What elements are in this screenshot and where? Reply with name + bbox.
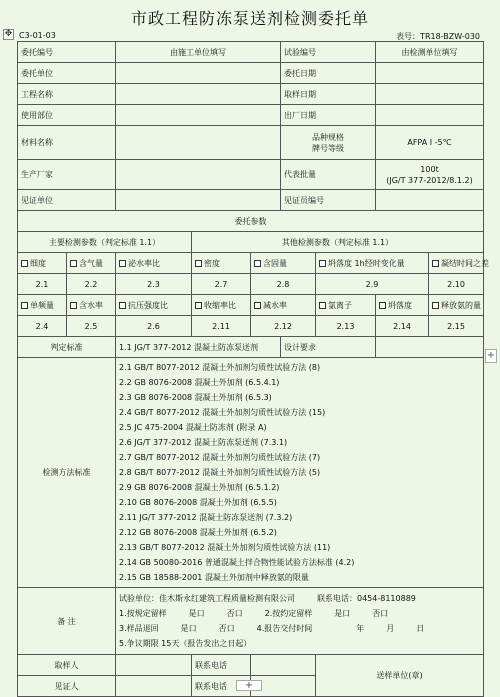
checkbox-icon [21,260,28,267]
batch-value-line-2: (JG/T 377-2012/8.1.2) [386,175,473,185]
param-label: 细度 [30,258,46,268]
param-code: 2.13 [316,316,376,337]
param-label: 含水率 [79,300,103,310]
witness-phone-label: 联系电话 [192,676,251,697]
param-density-checkbox[interactable] [192,253,251,274]
entrust-no-value[interactable]: 由施工单位填写 [116,42,281,63]
checkbox-icon [432,260,439,267]
test-unit-text: 试验单位：佳木斯永红建筑工程质量检测有限公司 [119,594,295,603]
entrust-no-label: 委托编号 [18,42,116,63]
remarks-line-3 [119,621,480,636]
use-part-field[interactable] [116,105,281,126]
entrust-form-table [17,41,489,697]
no-checkbox[interactable]: 否口 [218,624,235,633]
param-air-content-checkbox[interactable] [67,253,116,274]
checkbox-icon [119,260,126,267]
use-part-label: 使用部位 [18,105,116,126]
method-item: 2.7 GB/T 8077-2012 混凝土外加剂匀质性试验方法 (7) [119,453,321,462]
witness-unit-label: 见证单位 [18,190,116,211]
param-label: 收缩率比 [204,300,236,310]
spec-label [281,126,376,160]
checkbox-icon [21,302,28,309]
param-code: 2.12 [251,316,316,337]
methods-label: 检测方法标准 [18,358,116,588]
checkbox-icon [195,260,202,267]
no-checkbox[interactable]: 否口 [372,609,389,618]
param-code: 2.8 [251,274,316,295]
batch-value-line-1: 100t [420,164,439,174]
param-ammonia-checkbox[interactable] [429,295,484,316]
witness-field[interactable] [116,676,192,697]
remarks-line-2 [119,606,480,621]
witness-unit-field[interactable] [116,190,281,211]
project-name-label: 工程名称 [18,84,116,105]
sampler-label: 取样人 [18,655,116,676]
checkbox-icon [195,302,202,309]
param-slump-checkbox[interactable] [376,295,429,316]
param-code: 2.15 [429,316,484,337]
method-item: 2.14 GB 50080-2016 普通混凝土拌合物性能试验方法标准 (4.2) [119,558,355,567]
param-code: 2.11 [192,316,251,337]
checkbox-icon [379,302,386,309]
checkbox-icon [119,302,126,309]
design-req-field[interactable] [376,337,484,358]
judge-label: 判定标准 [18,337,116,358]
param-setting-time-checkbox[interactable] [429,253,489,274]
param-label: 减水率 [263,300,287,310]
param-solid-content-checkbox[interactable] [251,253,316,274]
spec-label-line-1: 品种规格 [312,132,344,142]
remarks-line-1 [119,591,480,606]
method-item: 2.11 JG/T 377-2012 混凝土防冻泵送剂 (7.3.2) [119,513,293,522]
param-compressive-ratio-checkbox[interactable] [116,295,192,316]
param-code: 2.7 [192,274,251,295]
checkbox-icon [254,302,261,309]
entrust-date-label: 委托日期 [281,63,376,84]
param-label: 释放氨的量 [441,300,481,310]
param-code: 2.4 [18,316,67,337]
methods-list [116,358,484,588]
factory-date-label: 出厂日期 [281,105,376,126]
entrust-unit-label: 委托单位 [18,63,116,84]
method-item: 2.13 GB/T 8077-2012 混凝土外加剂匀质性试验方法 (11) [119,543,331,552]
judge-value: 1.1 JG/T 377-2012 混凝土防冻泵送剂 [116,337,281,358]
month-text: 月 [386,624,395,633]
yes-checkbox[interactable]: 是口 [180,624,197,633]
batch-value[interactable] [376,160,484,190]
method-item: 2.9 GB 8076-2008 混凝土外加剂 (6.5.1.2) [119,483,280,492]
param-code: 2.10 [429,274,484,295]
material-name-field[interactable] [116,126,281,160]
param-fineness-checkbox[interactable] [18,253,67,274]
option-keep-sample: 1.按规定留样 [119,609,167,618]
method-item: 2.1 GB/T 8077-2012 混凝土外加剂匀质性试验方法 (8) [119,363,321,372]
param-code: 2.3 [116,274,192,295]
checkbox-icon [70,302,77,309]
param-shrinkage-ratio-checkbox[interactable] [192,295,251,316]
sampler-phone-label: 联系电话 [192,655,251,676]
yes-checkbox[interactable]: 是口 [188,609,205,618]
param-slump-loss-checkbox[interactable] [316,253,429,274]
param-code: 2.5 [67,316,116,337]
test-no-label: 试验编号 [281,42,376,63]
day-text: 日 [416,624,425,633]
sampler-phone-field[interactable] [251,655,316,676]
sampling-date-label: 取样日期 [281,84,376,105]
param-dosage-checkbox[interactable] [18,295,67,316]
checkbox-icon [70,260,77,267]
method-item: 2.4 GB/T 8077-2012 混凝土外加剂匀质性试验方法 (15) [119,408,326,417]
main-params-title: 主要检测参数（判定标准 1.1） [18,232,192,253]
option-agreed-keep: 2.按约定留样 [264,609,313,618]
project-name-field[interactable] [116,84,281,105]
method-item: 2.3 GB 8076-2008 混凝土外加剂 (6.5.3) [119,393,272,402]
sender-stamp-label: 送样单位(章) [316,655,484,697]
add-column-icon[interactable]: + [486,350,496,361]
method-item: 2.15 GB 18588-2001 混凝土外加剂中释放氨的限量 [119,573,309,582]
param-label: 坍落度 [388,300,412,310]
param-label: 抗压强度比 [128,300,168,310]
spec-value[interactable]: AFPA I -5℃ [376,126,484,160]
batch-label: 代表批量 [281,160,376,190]
manufacturer-field[interactable] [116,160,281,190]
remarks-line-4: 5.争议期限 15天（报告发出之日起） [119,639,252,648]
test-no-value[interactable]: 由检测单位填写 [376,42,484,63]
option-return-sample: 3.样品退回 [119,624,159,633]
no-checkbox[interactable]: 否口 [226,609,243,618]
param-label: 坍落度 1h经时变化量 [328,258,405,268]
param-water-reduction-checkbox[interactable] [251,295,316,316]
param-water-content-checkbox[interactable] [67,295,116,316]
param-chloride-checkbox[interactable] [316,295,376,316]
table-move-handle-icon[interactable]: ✥ [4,29,13,39]
param-label: 凝结时间之差 [441,258,489,268]
param-code: 2.6 [116,316,192,337]
phone-text: 联系电话：0454-8110889 [317,594,416,603]
remarks-content [116,588,484,655]
param-code: 2.14 [376,316,429,337]
param-code: 2.1 [18,274,67,295]
method-item: 2.5 JC 475-2004 混凝土防冻剂 (附录 A) [119,423,267,432]
entrust-unit-field[interactable] [116,63,281,84]
witness-no-field[interactable] [376,190,484,211]
param-code: 2.2 [67,274,116,295]
param-label: 密度 [204,258,220,268]
manufacturer-label: 生产厂家 [18,160,116,190]
witness-no-label: 见证员编号 [281,190,376,211]
remarks-label: 备 注 [18,588,116,655]
checkbox-icon [254,260,261,267]
form-code: C3-01-03 [19,31,56,40]
method-item: 2.12 GB 8076-2008 混凝土外加剂 (6.5.2) [119,528,277,537]
param-label: 含固量 [263,258,287,268]
design-req-label: 设计要求 [281,337,376,358]
param-label: 含气量 [79,258,103,268]
form-title: 市政工程防冻泵送剂检测委托单 [130,9,369,28]
sampler-field[interactable] [116,655,192,676]
param-label: 泌水率比 [128,258,160,268]
factory-date-field[interactable] [376,105,484,126]
param-label: 氯离子 [328,300,352,310]
method-item: 2.6 JG/T 377-2012 混凝土防冻泵送剂 (7.3.1) [119,438,288,447]
serial-number: 表号：TR18-BZW-030 [396,32,480,41]
sampling-date-field[interactable] [376,84,484,105]
checkbox-icon [432,302,439,309]
witness-label: 见证人 [18,676,116,697]
method-item: 2.2 GB 8076-2008 混凝土外加剂 (6.5.4.1) [119,378,280,387]
method-item: 2.10 GB 8076-2008 混凝土外加剂 (6.5.5) [119,498,277,507]
option-report-time: 4.报告交付时间 [256,624,313,633]
add-row-icon[interactable]: + [236,680,262,691]
year-text: 年 [356,624,365,633]
material-name-label: 材料名称 [18,126,116,160]
param-code: 2.9 [316,274,429,295]
param-label: 单频量 [30,300,54,310]
params-title: 委托参数 [18,211,484,232]
entrust-date-field[interactable] [376,63,484,84]
spec-label-line-2: 牌号等级 [312,143,344,153]
yes-checkbox[interactable]: 是口 [334,609,351,618]
checkbox-icon [319,302,326,309]
checkbox-icon [319,260,326,267]
param-bleeding-ratio-checkbox[interactable] [116,253,192,274]
other-params-title: 其他检测参数（判定标准 1.1） [192,232,484,253]
method-item: 2.8 GB/T 8077-2012 混凝土外加剂匀质性试验方法 (5) [119,468,321,477]
